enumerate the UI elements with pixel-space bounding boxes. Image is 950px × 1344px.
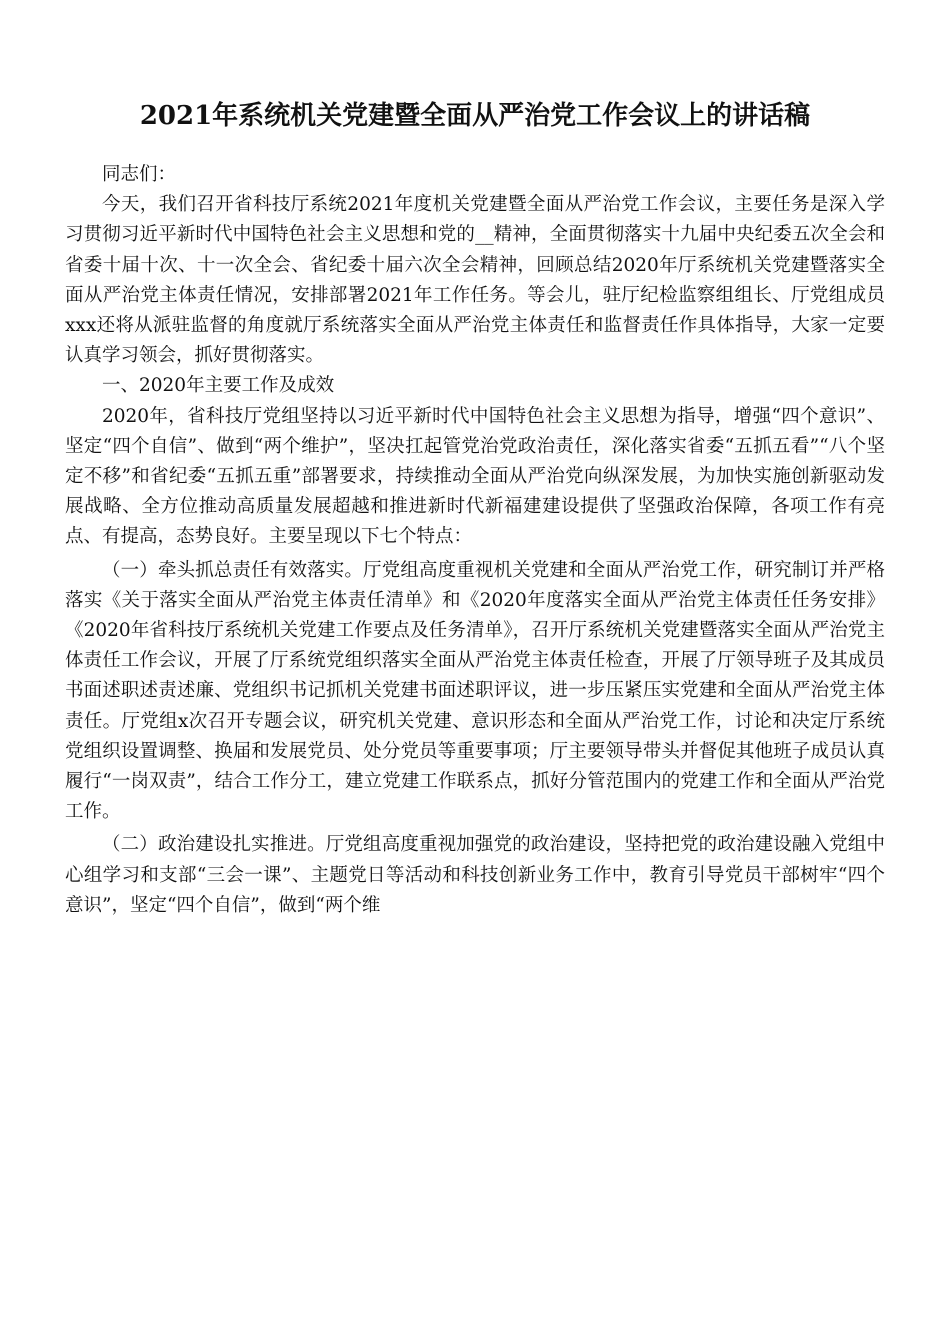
paragraph-2020-summary: 2020年，省科技厅党组坚持以习近平新时代中国特色社会主义思想为指导，增强“四个意识”、坚定“四个自信”、做到“两个维护”，坚决扛起管党治党政治责任，深化落实省委“五抓五看”“八个坚定不移”和省纪委“五抓五重”部署要求，持续推动全面从严治党向纵深发展，为加快实施创新驱动发展战略、全方位推动高质量发展超越和推进新时代新福建建设提供了坚强政治保障，各项工作有亮点、有提高，态势良好。主要呈现以下七个特点： bbox=[65, 405, 885, 548]
paragraph-item-1: （一）牵头抓总责任有效落实。厅党组高度重视机关党建和全面从严治党工作，研究制订并严格落实《关于落实全面从严治党主体责任清单》和《2020年度落实全面从严治党主体责任任务安排》《2020年省科技厅系统机关党建工作要点及任务清单》，召开厅系统机关党建暨落实全面从严治党主体责任工作会议，开展了厅系统党组织落实全面从严治党主体责任检查，开展了厅领导班子及其成员书面述职述责述廉、党组织书记抓机关党建书面述职评议，进一步压紧压实党建和全面从严治党主体责任。厅党组x次召开专题会议，研究机关党建、意识形态和全面从严治党工作，讨论和决定厅系统党组织设置调整、换届和发展党员、处分党员等重要事项；厅主要领导带头并督促其他班子成员认真履行“一岗双责”，结合工作分工，建立党建工作联系点，抓好分管范围内的党建工作和全面从严治党工作。 bbox=[65, 559, 885, 823]
document-body bbox=[65, 160, 885, 921]
paragraph-intro: 今天，我们召开省科技厅系统2021年度机关党建暨全面从严治党工作会议，主要任务是深入学习贯彻习近平新时代中国特色社会主义思想和党的__精神，全面贯彻落实十九届中央纪委五次全会和省委十届十次、十一次全会、省纪委十届六次全会精神，回顾总结2020年厅系统机关党建暨落实全面从严治党主体责任情况，安排部署2021年工作任务。等会儿，驻厅纪检监察组组长、厅党组成员xxx还将从派驻监督的角度就厅系统落实全面从严治党主体责任和监督责任作具体指导，大家一定要认真学习领会，抓好贯彻落实。 bbox=[65, 194, 885, 367]
paragraph-item-2: （二）政治建设扎实推进。厅党组高度重视加强党的政治建设，坚持把党的政治建设融入党组中心组学习和支部“三会一课”、主题党日等活动和科技创新业务工作中，教育引导党员干部树牢“四个意识”，坚定“四个自信”，做到“两个维 bbox=[65, 834, 885, 916]
section-heading-1: 一、2020年主要工作及成效 bbox=[102, 375, 335, 397]
document-title: 2021年系统机关党建暨全面从严治党工作会议上的讲话稿 bbox=[139, 101, 811, 131]
greeting: 同志们： bbox=[102, 164, 177, 185]
